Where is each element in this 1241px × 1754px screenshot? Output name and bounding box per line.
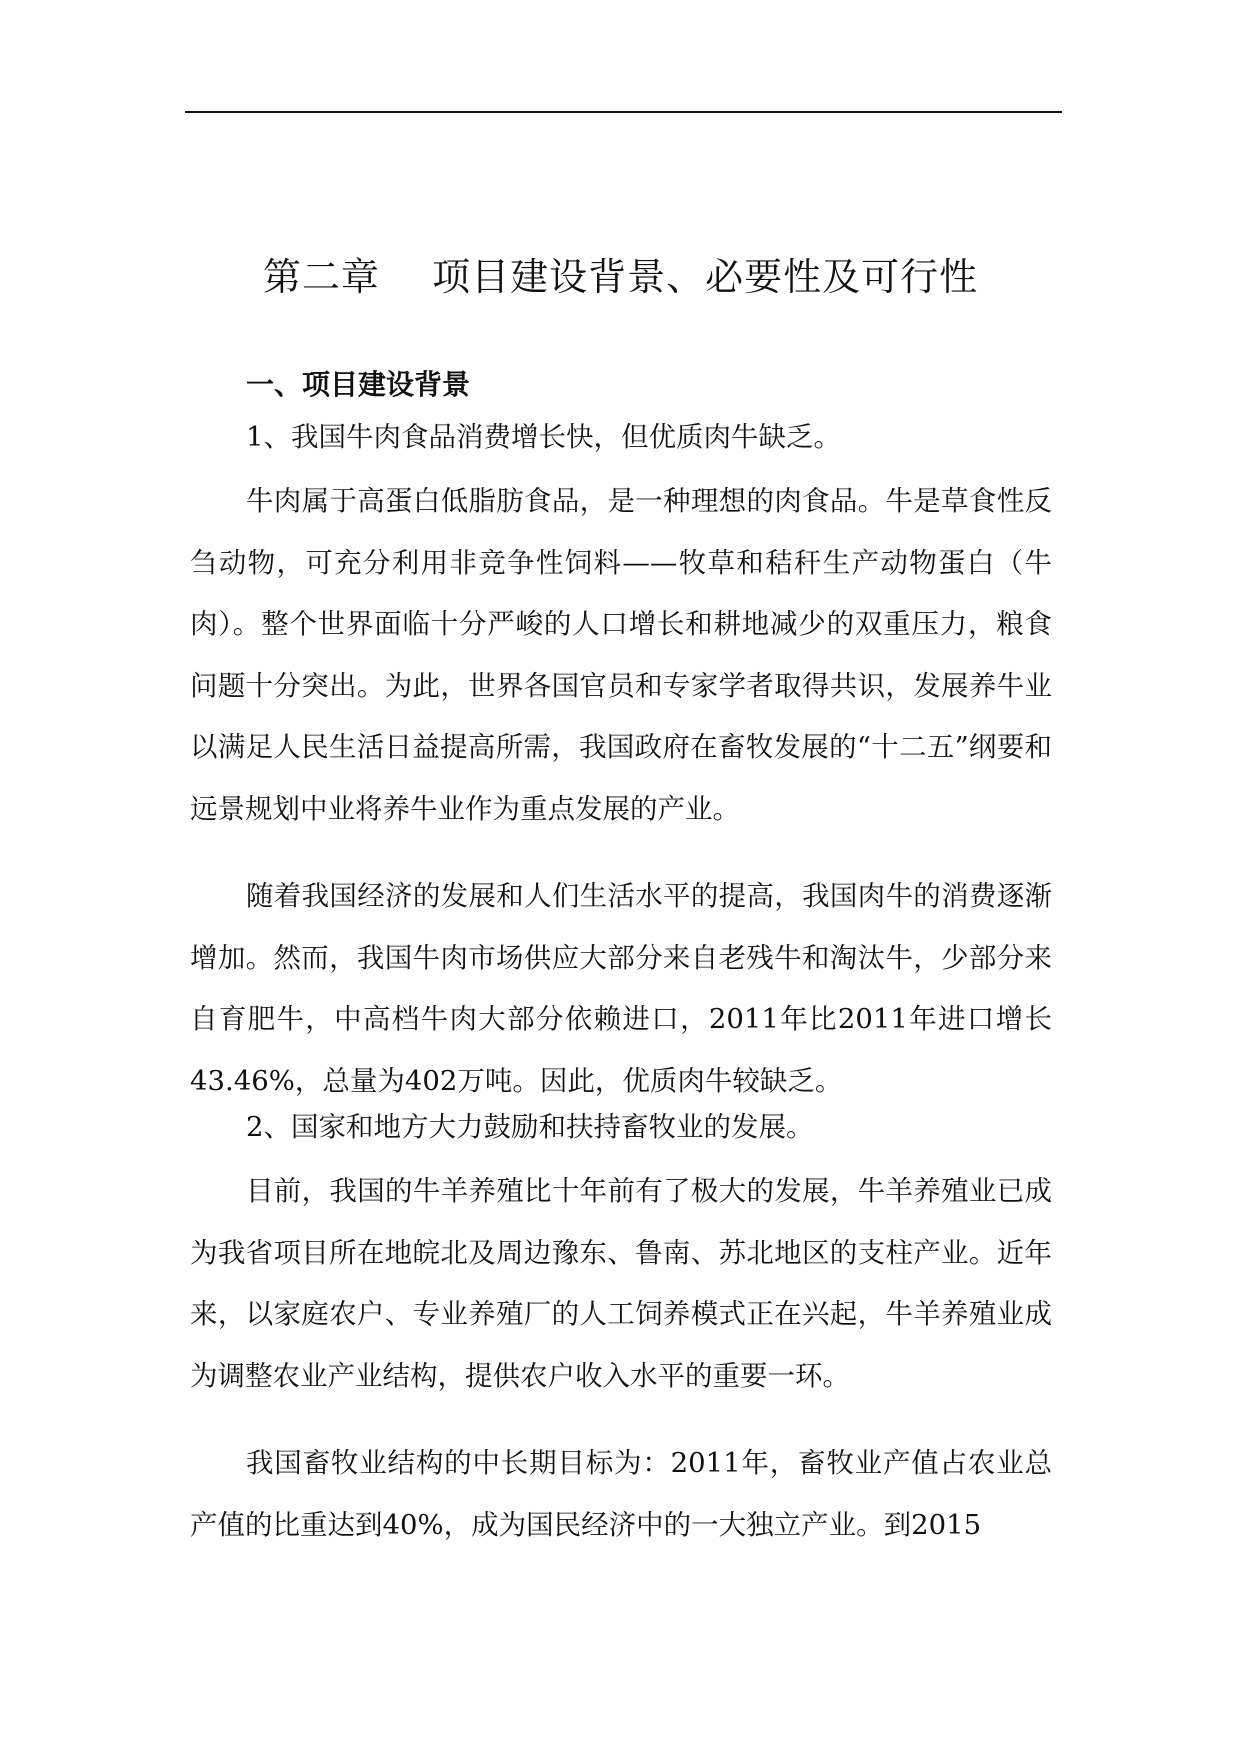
section-heading: 一、项目建设背景	[246, 368, 471, 401]
paragraph-3: 目前，我国的牛羊养殖比十年前有了极大的发展，牛羊养殖业已成为我省项目所在地皖北及周边豫东、鲁南、苏北地区的支柱产业。近年来，以家庭农户、专业养殖厂的人工饲养模式正在兴起，牛羊养殖业成为调整农业产业结构，提供农户收入水平的重要一环。	[190, 1175, 1052, 1392]
paragraph-1: 牛肉属于高蛋白低脂肪食品，是一种理想的肉食品。牛是草食性反刍动物，可充分利用非竞争性饲料——牧草和秸秆生产动物蛋白（牛肉）。整个世界面临十分严峻的人口增长和耕地减少的双重压力，粮食问题十分突出。为此，世界各国官员和专家学者取得共识，发展养牛业以满足人民生活日益提高所需，我国政府在畜牧发展的“十二五”纲要和远景规划中业将养牛业作为重点发展的产业。	[190, 485, 1052, 825]
paragraph-4: 我国畜牧业结构的中长期目标为：2011年，畜牧业产值占农业总产值的比重达到40%，成为国民经济中的一大独立产业。到2015	[190, 1447, 1052, 1541]
header-rule	[185, 111, 1062, 113]
paragraph-2: 随着我国经济的发展和人们生活水平的提高，我国肉牛的消费逐渐增加。然而，我国牛肉市场供应大部分来自老残牛和淘汰牛，少部分来自育肥牛，中高档牛肉大部分依赖进口，2011年比2011年进口增长43.46%，总量为402万吨。因此，优质肉牛较缺乏。	[190, 880, 1052, 1097]
subheading-2: 2、国家和地方大力鼓励和扶持畜牧业的发展。	[246, 1111, 814, 1143]
subheading-1: 1、我国牛肉食品消费增长快，但优质肉牛缺乏。	[246, 421, 841, 453]
chapter-title: 第二章 项目建设背景、必要性及可行性	[262, 255, 979, 299]
